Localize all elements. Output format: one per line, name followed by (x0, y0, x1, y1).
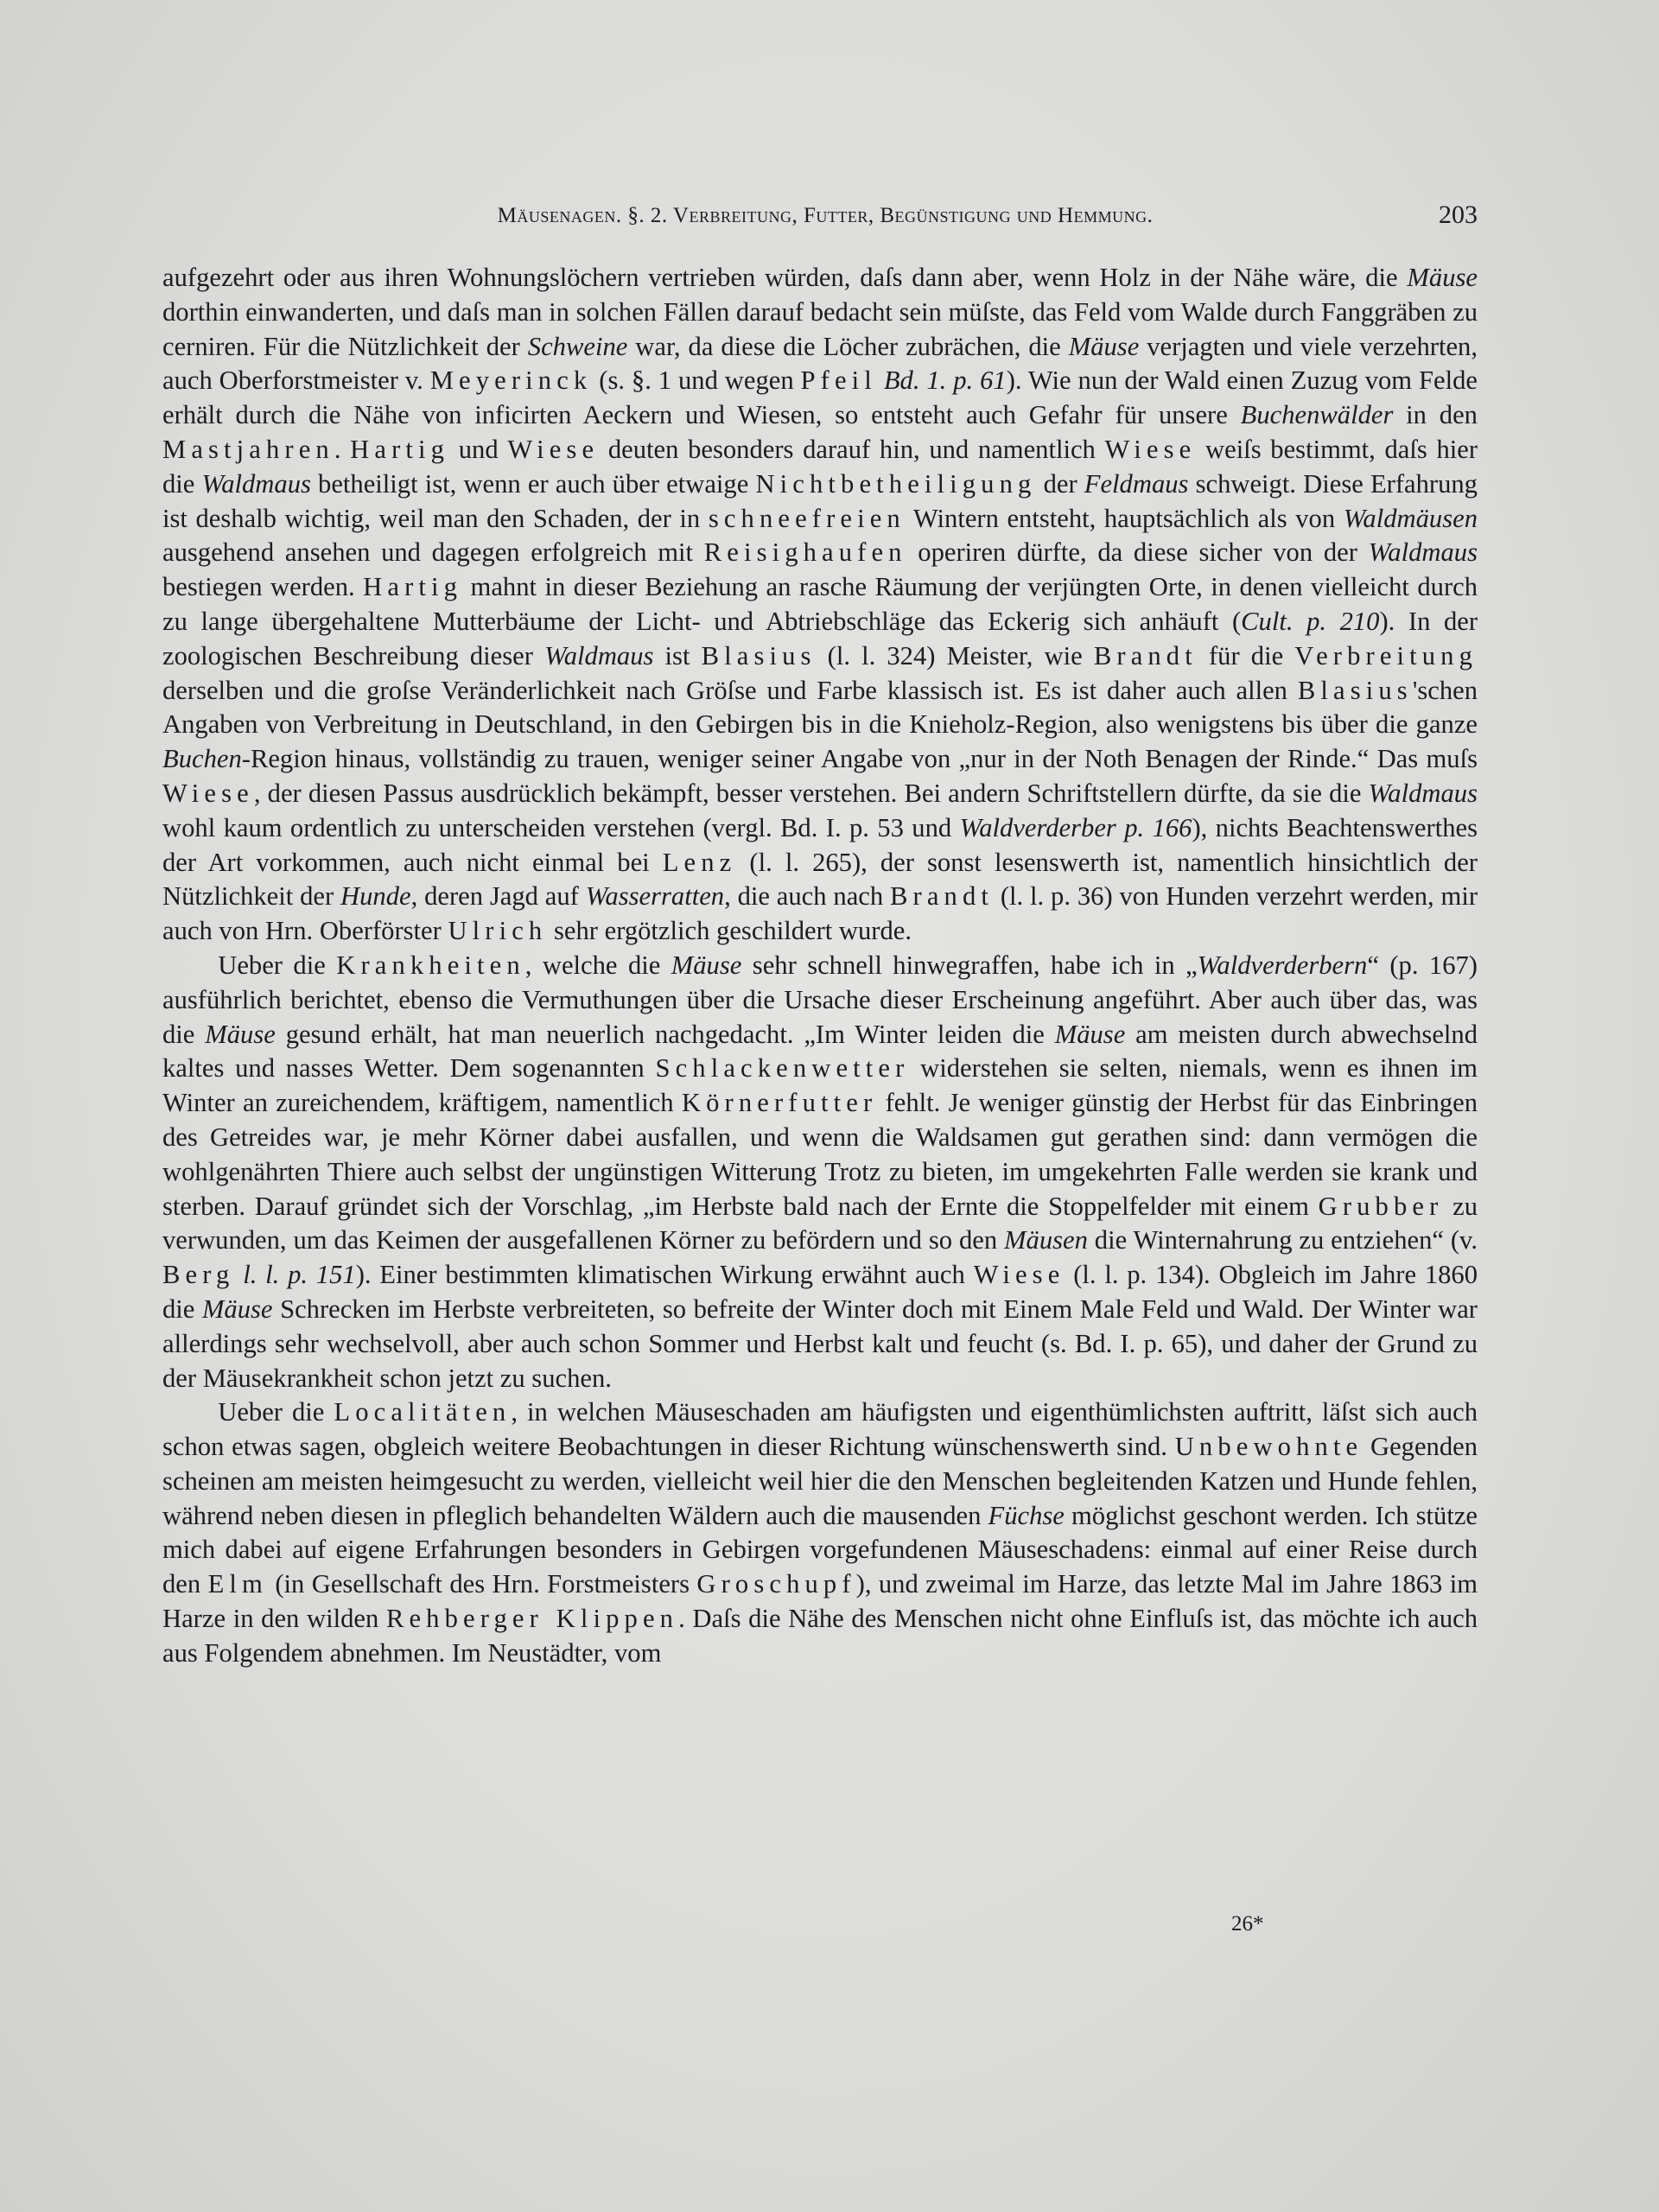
spaced-name: Verbreitung (1294, 640, 1478, 671)
spaced-name: Brandt (1093, 640, 1198, 671)
spaced-name: Wiese (162, 778, 254, 808)
italic-term: Waldverderbern (1197, 950, 1368, 980)
paragraph: Ueber die Localitäten, in welchen Mäuseschaden am häufigsten und eigenthümlichsten auftritt, läſst sich auch schon etwas sagen, obgleich weitere Beobachtungen in dieser Richtung wünschenswerth sind. Unbewohnte Gegenden scheinen am meisten heimgesucht zu werden, vielleicht weil hier die den Menschen begleitenden Katzen und Hunde fehlen, während neben diesen in pfleglich behandelten Wäldern auch die mausenden Füchse möglichst geschont werden. Ich stütze mich dabei auf eigene Erfahrungen besonders in Gebirgen vorgefundenen Mäuseschadens: einmal auf einer Reise durch den Elm (in Gesellschaft des Hrn. Forstmeisters Groschupf), und zweimal im Harze, das letzte Mal im Jahre 1863 im Harze in den wilden Rehberger Klippen. Daſs die Nähe des Menschen nicht ohne Einfluſs ist, das möchte ich auch aus Folgendem abnehmen. Im Neustädter, vom (162, 1397, 1478, 1668)
spaced-name: Unbewohnte (1174, 1432, 1363, 1462)
italic-term: Mäuse (201, 1294, 273, 1324)
italic-term: Schweine (527, 331, 628, 361)
italic-term: Cult. p. 210 (1241, 606, 1380, 636)
italic-term: Feldmaus (1084, 468, 1189, 499)
italic-term: Hunde (340, 881, 411, 912)
italic-term: Waldverderber p. 166 (959, 812, 1192, 842)
spaced-name: Localitäten (334, 1397, 512, 1427)
paragraph: aufgezehrt oder aus ihren Wohnungslöchern vertrieben würden, daſs dann aber, wenn Holz in der Nähe wäre, die Mäuse dorthin einwanderten, und daſs man in solchen Fällen darauf bedacht sein müſste, das Feld vom Walde durch Fanggräben zu cerniren. Für die Nützlichkeit der Schweine war, da diese die Löcher zubrächen, die Mäuse verjagten und viele verzehrten, auch Oberforstmeister v. Meyerinck (s. §. 1 und wegen Pfeil Bd. 1. p. 61). Wie nun der Wald einen Zuzug vom Felde erhält durch die Nähe von inficirten Aeckern und Wiesen, so entsteht auch Gefahr für unsere Buchenwälder in den Mastjahren. Hartig und Wiese deuten besonders darauf hin, und namentlich Wiese weiſs bestimmt, daſs hier die Waldmaus betheiligt ist, wenn er auch über etwaige Nichtbetheiligung der Feldmaus schweigt. Diese Erfahrung ist deshalb wichtig, weil man den Schaden, der in schneefreien Wintern entsteht, hauptsächlich als von Waldmäusen ausgehend ansehen und dagegen erfolgreich mit Reisighaufen operiren dürfte, da diese sicher von der Waldmaus bestiegen werden. Hartig mahnt in dieser Beziehung an rasche Räumung der verjüngten Orte, in denen vielleicht durch zu lange übergehaltene Mutterbäume der Licht- und Abtriebschläge das Eckerig sich anhäuft (Cult. p. 210). In der zoologischen Beschreibung dieser Waldmaus ist Blasius (l. l. 324) Meister, wie Brandt für die Verbreitung derselben und die groſse Veränderlichkeit nach Gröſse und Farbe klassisch ist. Es ist daher auch allen Blasius'schen Angaben von Verbreitung in Deutschland, in den Gebirgen bis in die Knieholz-Region, also wenigstens bis über die ganze Buchen-Region hinaus, vollständig zu trauen, weniger seiner Angabe von „nur in der Noth Benagen der Rinde.“ Das muſs Wiese, der diesen Passus ausdrücklich bekämpft, besser verstehen. Bei andern Schriftstellern dürfte, da sie die Waldmaus wohl kaum ordentlich zu unterscheiden verstehen (vergl. Bd. I. p. 53 und Waldverderber p. 166), nichts Beachtenswerthes der Art vorkommen, auch nicht einmal bei Lenz (l. l. 265), der sonst lesenswerth ist, namentlich hinsichtlich der Nützlichkeit der Hunde, deren Jagd auf Wasserratten, die auch nach Brandt (l. l. p. 36) von Hunden verzehrt werden, mir auch von Hrn. Oberförster Ulrich sehr ergötzlich geschildert wurde. (162, 263, 1478, 946)
spaced-name: Rehberger Klippen (385, 1604, 679, 1634)
italic-term: Mäuse (1407, 263, 1478, 292)
spaced-name: Krankheiten (336, 950, 525, 980)
italic-term: l. l. p. 151 (243, 1260, 356, 1290)
paragraph: Ueber die Krankheiten, welche die Mäuse sehr schnell hinwegraffen, habe ich in „Waldverderbern“ (p. 167) ausführlich berichtet, ebenso die Vermuthungen über die Ursache dieser Erscheinung angeführt. Aber auch über das, was die Mäuse gesund erhält, hat man neuerlich nachgedacht. „Im Winter leiden die Mäuse am meisten durch abwechselnd kaltes und nasses Wetter. Dem sogenannten Schlackenwetter widerstehen sie selten, niemals, wenn es ihnen im Winter an zureichendem, kräftigem, namentlich Körnerfutter fehlt. Je weniger günstig der Herbst für das Einbringen des Getreides war, je mehr Körner dabei ausfallen, und wenn die Waldsamen gut gerathen sind: dann vermögen die wohlgenährten Thiere auch selbst der ungünstigen Witterung Trotz zu bieten, im umgekehrten Falle werden sie krank und sterben. Darauf gründet sich der Vorschlag, „im Herbste bald nach der Ernte die Stoppelfelder mit einem Grubber zu verwunden, um das Keimen der ausgefallenen Körner zu befördern und so den Mäusen die Winternahrung zu entziehen“ (v. Berg l. l. p. 151). Einer bestimmten klimatischen Wirkung erwähnt auch Wiese (l. l. p. 134). Obgleich im Jahre 1860 die Mäuse Schrecken im Herbste verbreiteten, so befreite der Winter doch mit Einem Male Feld und Wald. Der Winter war allerdings sehr wechselvoll, aber auch schon Sommer und Herbst kalt und feucht (s. Bd. I. p. 65), und daher der Grund zu der Mäusekrankheit schon jetzt zu suchen. (162, 950, 1478, 1393)
italic-term: Mäuse (671, 950, 742, 980)
spaced-name: Schlackenwetter (655, 1053, 910, 1084)
italic-term: Wasserratten (585, 881, 725, 912)
italic-term: Waldmaus (201, 468, 311, 499)
italic-term: Bd. 1. p. 61 (883, 365, 1007, 396)
spaced-name: Körnerfutter (681, 1088, 878, 1118)
spaced-name: Ulrich (448, 916, 548, 946)
signature-mark: 26* (1231, 1912, 1264, 1936)
spaced-name: Meyerinck (429, 365, 593, 396)
italic-term: Buchenwälder (1240, 400, 1394, 430)
spaced-name: Wiese (507, 434, 600, 464)
italic-term: Füchse (988, 1500, 1065, 1530)
page-header (173, 200, 1478, 235)
spaced-name: Wiese (1104, 434, 1197, 464)
italic-term: Waldmäusen (1343, 503, 1478, 533)
spaced-name: Brandt (890, 881, 995, 912)
italic-term: Mäusen (1004, 1225, 1088, 1255)
spaced-name: Berg (162, 1260, 235, 1290)
italic-term: Buchen (162, 744, 242, 774)
spaced-name: Hartig (350, 434, 450, 464)
spaced-name: Groschupf (696, 1569, 856, 1599)
spaced-name: Pfeil (800, 365, 877, 396)
body-text (162, 261, 1478, 1671)
italic-term: Mäuse (205, 1019, 276, 1049)
spaced-name: Nichtbetheiligung (755, 468, 1037, 499)
italic-term: Waldmaus (544, 640, 654, 671)
spaced-name: Wiese (973, 1260, 1065, 1290)
page-number: 203 (1439, 200, 1478, 229)
spaced-name: Hartig (363, 572, 463, 602)
spaced-name: Grubber (1318, 1191, 1444, 1221)
spaced-name: Elm (207, 1569, 268, 1599)
spaced-name: Mastjahren (162, 434, 334, 464)
running-title: Mäusenagen. §. 2. Verbreitung, Futter, Begünstigung und Hemmung. (497, 204, 1154, 227)
italic-term: Waldmaus (1368, 778, 1478, 808)
spaced-name: Blasius (701, 640, 817, 671)
spaced-name: Lenz (662, 847, 737, 877)
spaced-name: schneefreien (708, 503, 906, 533)
italic-term: Mäuse (1054, 1019, 1126, 1049)
spaced-name: Reisighaufen (703, 537, 907, 568)
italic-term: Waldmaus (1368, 537, 1478, 568)
italic-term: Mäuse (1068, 331, 1140, 361)
spaced-name: Blasius (1297, 675, 1413, 705)
